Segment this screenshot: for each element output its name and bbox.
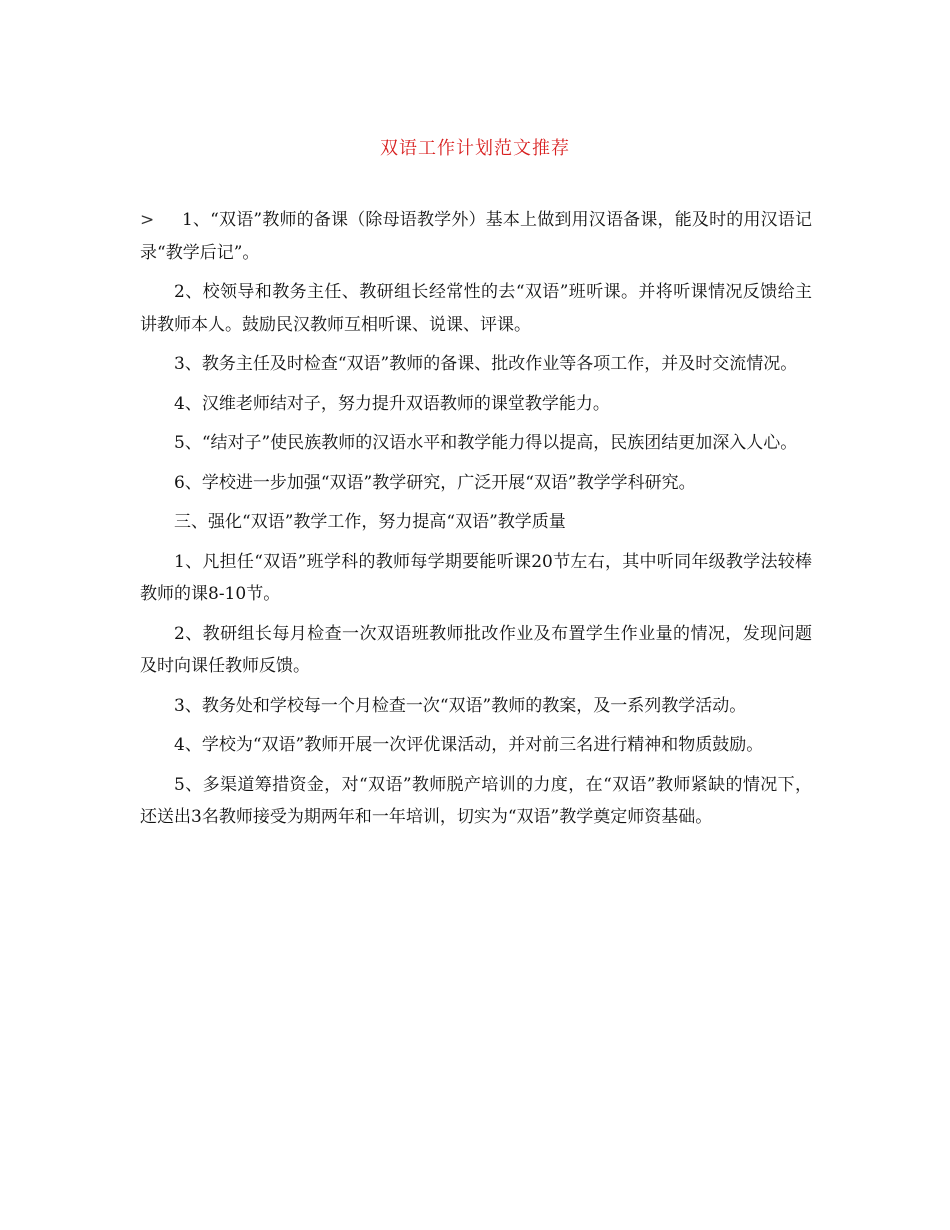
paragraph-8: 2、教研组长每月检查一次双语班教师批改作业及布置学生作业量的情况，发现问题及时向课任教师反馈。 <box>140 623 812 676</box>
paragraph-10: 4、学校为“双语”教师开展一次评优课活动，并对前三名进行精神和物质鼓励。 <box>174 735 764 755</box>
paragraph-4: 4、汉维老师结对子，努力提升双语教师的课堂教学能力。 <box>174 393 610 414</box>
paragraph-11: 5、多渠道筹措资金，对“双语”教师脱产培训的力度，在“双语”教师紧缺的情况下，还送出3名教师接受为期两年和一年培训，切实为“双语”教学奠定师资基础。 <box>140 774 812 827</box>
paragraph-5: 5、“结对子”使民族教师的汉语水平和教学能力得以提高，民族团结更加深入人心。 <box>174 433 798 453</box>
paragraph-7: 1、凡担任“双语”班学科的教师每学期要能听课20节左右，其中听同年级教学法较棒教师的课8-10节。 <box>140 551 812 604</box>
section-heading: 三、强化“双语”教学工作，努力提高“双语”教学质量 <box>174 512 566 532</box>
paragraph-1 <box>140 204 812 269</box>
bullet-marker: > <box>140 210 155 230</box>
paragraph-2: 2、校领导和教务主任、教研组长经常性的去“双语”班听课。并将听课情况反馈给主讲教师本人。鼓励民汉教师互相听课、说课、评课。 <box>140 282 812 335</box>
paragraph-text: 1、“双语”教师的备课（除母语教学外）基本上做到用汉语备课，能及时的用汉语记录“教学后记”。 <box>140 210 812 263</box>
paragraph-6: 6、学校进一步加强“双语”教学研究，广泛开展“双语”教学学科研究。 <box>174 472 696 493</box>
document-body <box>140 204 812 841</box>
paragraph-3: 3、教务主任及时检查“双语”教师的备课、批改作业等各项工作，并及时交流情况。 <box>174 354 798 374</box>
paragraph-9: 3、教务处和学校每一个月检查一次“双语”教师的教案，及一系列教学活动。 <box>174 695 747 716</box>
document-title: 双语工作计划范文推荐 <box>380 138 570 159</box>
